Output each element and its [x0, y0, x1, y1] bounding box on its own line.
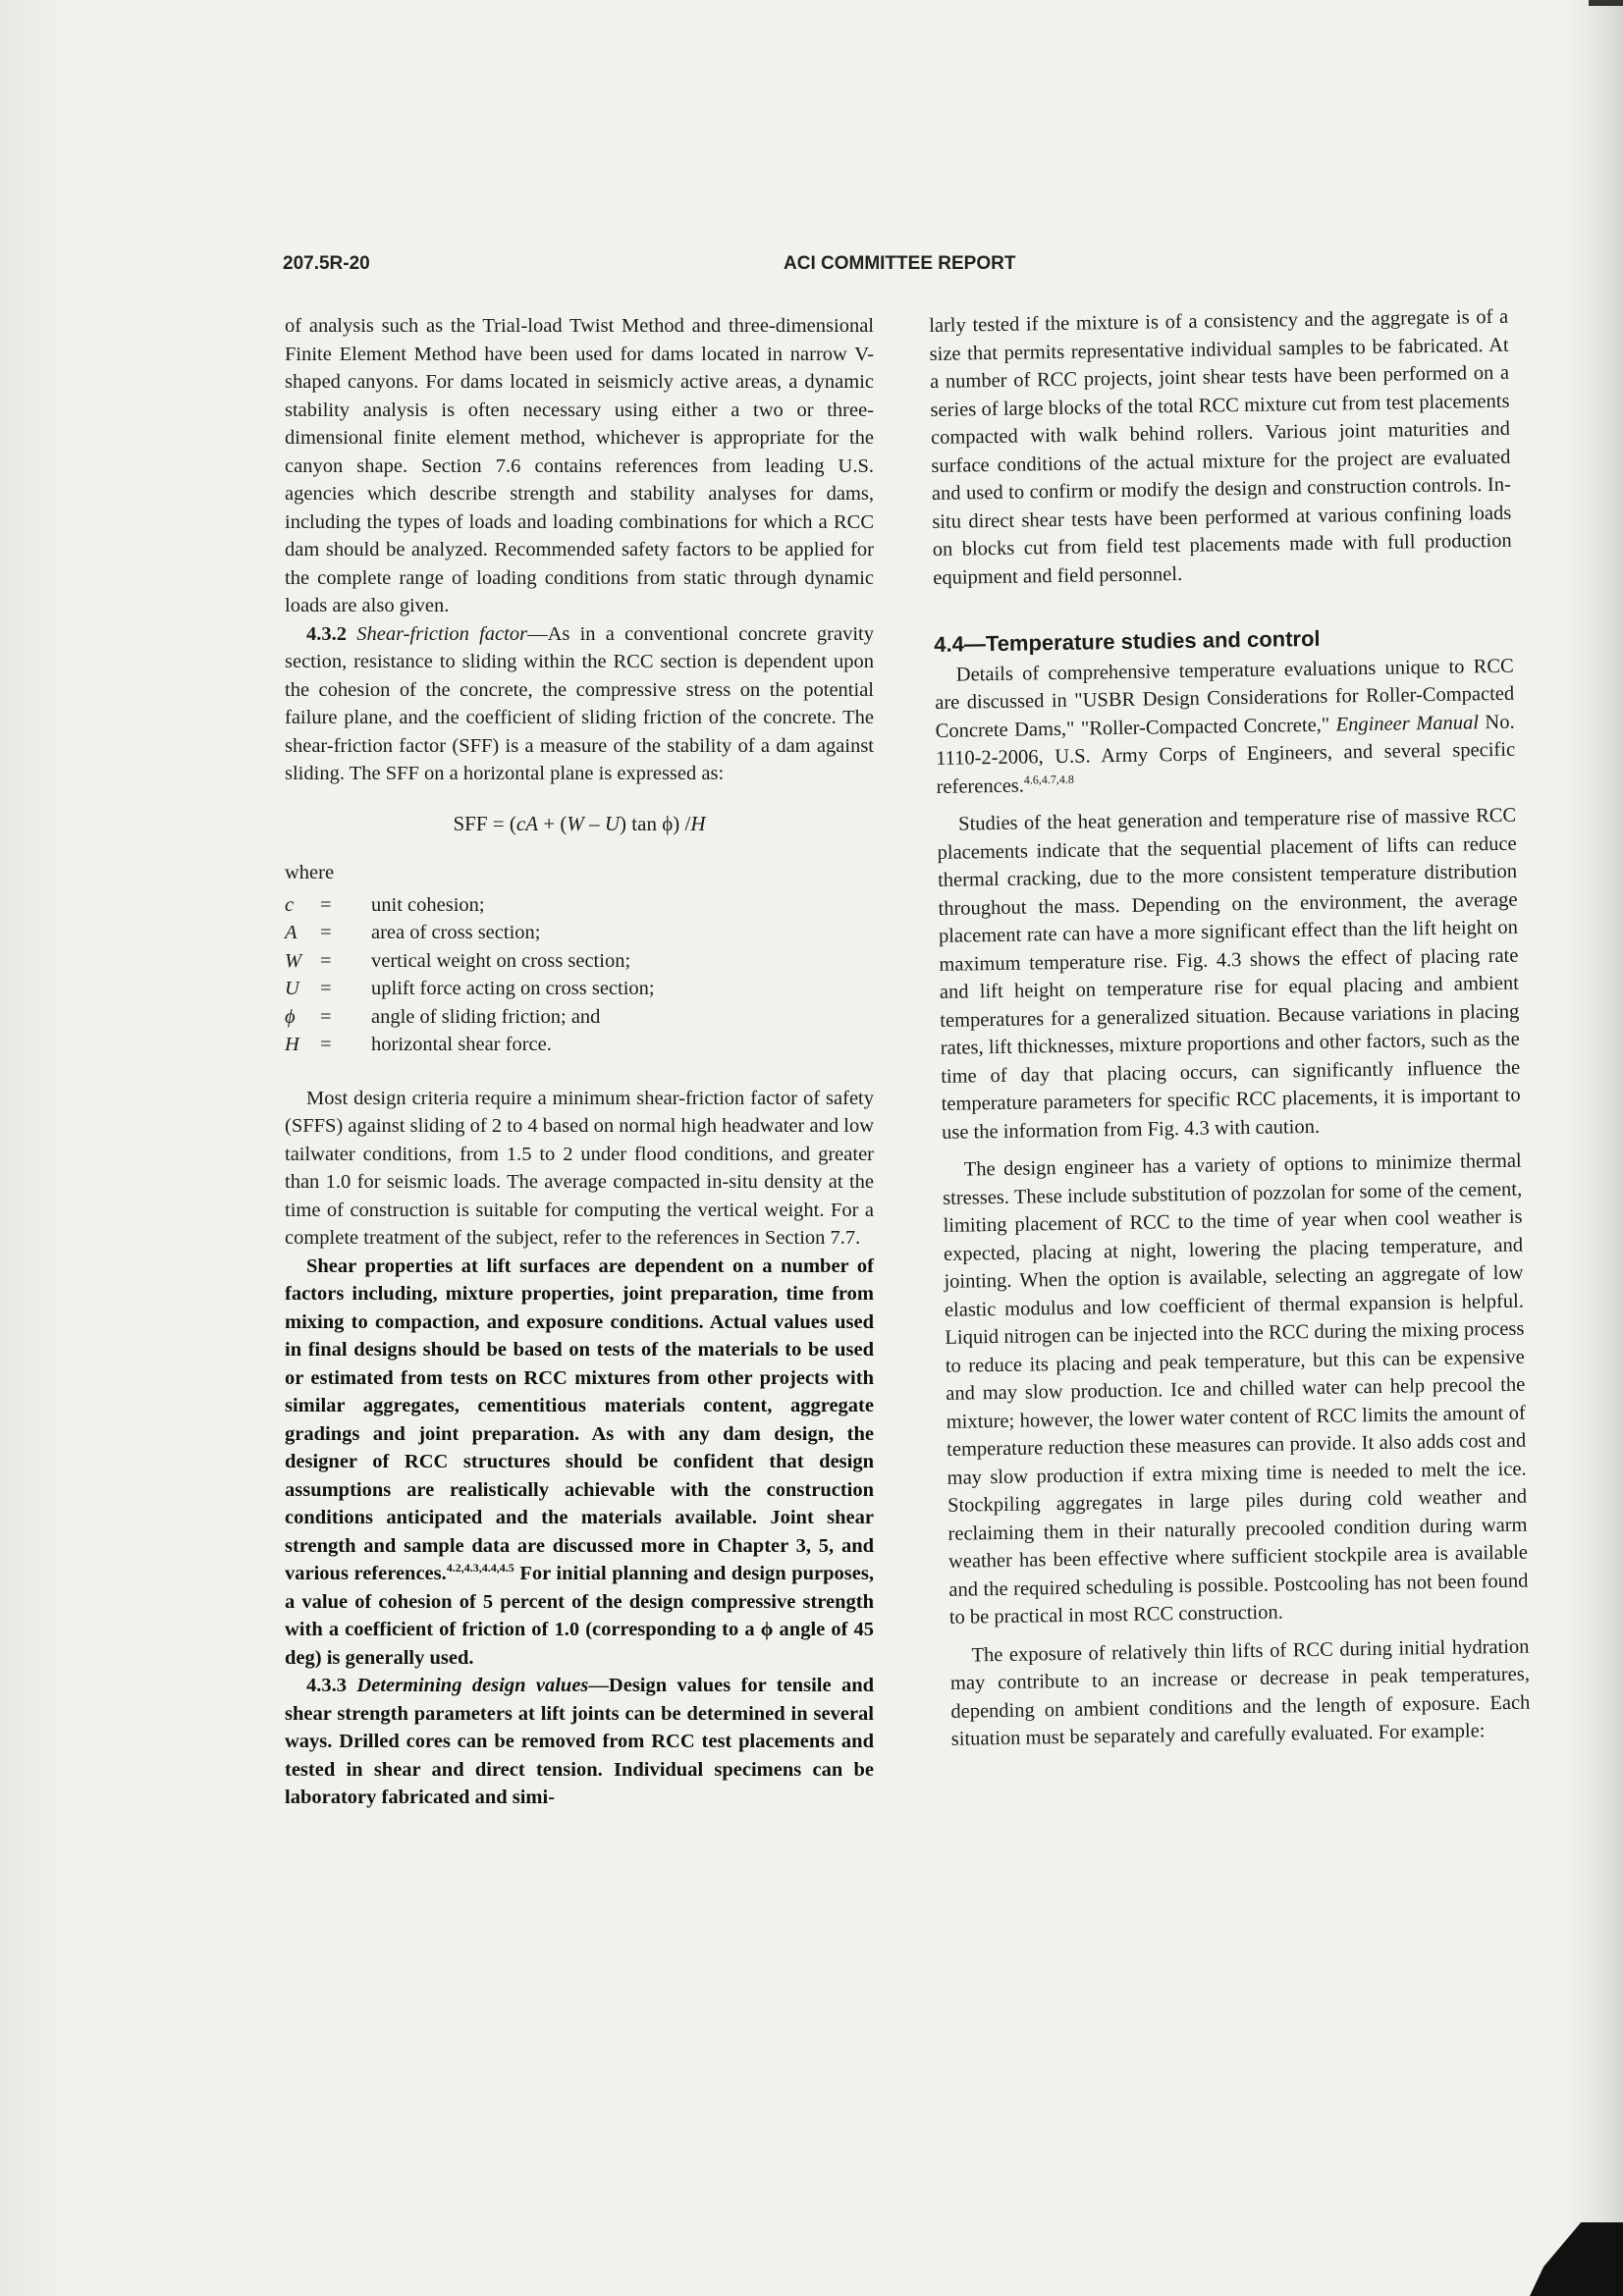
variable-symbol: W [285, 949, 302, 972]
variable-symbol: c [285, 893, 295, 916]
paragraph-design-criteria: Most design criteria require a minimum shear-friction factor of safety (SFFS) against sliding of 2 to 4 based on normal high headwater and low tailwater conditions, from 1.5 to 2 under flood conditions, and greater than 1.0 for seismic loads. The average compacted in-situ density at the time of construction is suitable for computing the vertical weight. For a complete treatment of the subject, refer to the references in Section 7.7. [285, 1087, 874, 1249]
equals-sign: = [320, 978, 332, 999]
temperature-refs-text: Details of comprehensive temperature evaluations unique to RCC are discussed in "USBR Design Considerations for Roller-Compacted Concrete Dams," "Roller-Compacted Concrete," [935, 655, 1515, 742]
sff-formula [285, 810, 874, 838]
section-number: 4.3.2 [306, 622, 347, 645]
equals-sign: = [320, 949, 332, 972]
variable-row [285, 891, 655, 920]
variable-definitions [285, 891, 655, 1059]
variable-description: angle of sliding friction; and [371, 1005, 601, 1028]
variable-description: unit cohesion; [371, 893, 485, 916]
where-label: where [285, 862, 335, 883]
formula-part: ) tan ϕ) / [620, 811, 691, 835]
variable-description: horizontal shear force. [371, 1034, 552, 1055]
paragraph-analysis-methods: of analysis such as the Trial-load Twist Method and three-dimensional Finite Element Method have been used for dams located in narrow V-shaped canyons. For dams located in seismicly active areas, a dynamic stability analysis is often necessary using either a two or three-dimensional finite element method, whichever is appropriate for the canyon shape. Section 7.6 contains references from leading U.S. agencies which describe strength and stability analyses for dams, including the types of loads and loading combinations for which a RCC dam should be analyzed. Recommended safety factors to be applied for the complete range of loading conditions from static through dynamic loads are also given. [285, 315, 874, 616]
paragraph-joint-tests: larly tested if the mixture is of a consistency and the aggregate is of a size that permits representative individual samples to be fabricated. At a number of RCC projects, joint shear tests have been performed on a series of large blocks of the total RCC mixture cut from test placements compacted with walk behind rollers. Various joint maturities and surface conditions of the actual mixture for the project are evaluated and used to confirm or modify the design and construction controls. In-situ direct shear tests have been performed at various confining loads on blocks cut from field test placements made with full production equipment and field personnel. [929, 305, 1512, 589]
report-title: ACI COMMITTEE REPORT [784, 253, 1016, 274]
variable-symbol: U [285, 978, 299, 999]
variable-symbol: ϕ [285, 1005, 296, 1028]
running-header [283, 253, 1476, 283]
section-title: Determining design values [356, 1675, 589, 1696]
variable-row [285, 975, 655, 1003]
equals-sign: = [320, 922, 332, 943]
equals-sign: = [320, 893, 332, 916]
formula-var-ca: cA [515, 811, 539, 835]
scan-corner-shadow [1530, 2222, 1623, 2296]
engineer-manual-title: Engineer Manual [1335, 711, 1480, 736]
paragraph-exposure: The exposure of relatively thin lifts of RCC during initial hydration may contribute to an increase or decrease in peak temperatures, depending on ambient conditions and the length of exposure. Each situation must be separately and carefully evaluated. For example: [949, 1635, 1531, 1750]
formula-part: – [583, 811, 605, 835]
variable-row [285, 919, 655, 947]
section-title: Shear-friction factor [356, 622, 528, 645]
variable-symbol: H [285, 1034, 299, 1055]
bold-text-block [285, 1253, 874, 1812]
equals-sign: = [320, 1034, 332, 1055]
variable-row [285, 1003, 655, 1032]
variable-description: vertical weight on cross section; [371, 949, 631, 972]
shear-properties-text: Shear properties at lift surfaces are dependent on a number of factors including, mixture properties, joint preparation, time from mixing to compaction, and exposure conditions. Actual values used in final designs should be based on tests of the materials to be used or estimated from tests on RCC mixtures from other projects with similar aggregates, cementitious materials content, aggregate gradings and joint preparation. As with any dam design, the designer of RCC structures should be confident that design assumptions are realistically achievable with the construction conditions anticipated and the materials available. Joint shear strength and sample data are discussed more in Chapter 3, 5, and various references. [285, 1255, 874, 1584]
reference-superscript: 4.2,4.3,4.4,4.5 [446, 1561, 514, 1575]
paragraph-shear-properties [285, 1253, 874, 1673]
shear-properties-text-cont: For initial planning and design purposes, a value of cohesion of 5 percent of the design compressive strength with a coefficient of friction of 1.0 (corresponding to a ϕ angle of 45 deg) is generally used. [285, 1563, 874, 1669]
reference-superscript: 4.6,4.7,4.8 [1023, 772, 1074, 787]
page-edge-shadow-left [0, 0, 69, 2296]
left-column [285, 312, 874, 1812]
variable-row [285, 1031, 655, 1059]
section-4-3-2 [285, 620, 874, 788]
paragraph-heat-generation: Studies of the heat generation and temperature rise of massive RCC placements indicate that the sequential placement of lifts can reduce thermal cracking, due to the more consistent temperature distribution throughout the mass. Depending on the environment, the average placement rate can have a more significant effect than the lift height on maximum temperature rise. Fig. 4.3 shows the effect of placing rate and lift height on temperature rise for equal placing and ambient temperatures for a generalized situation. Because variations in placing rates, lift thicknesses, mixture proportions and other factors, such as the time of day that placing occurs, can significantly influence the temperature parameters for specific RCC placements, it is important to use the information from Fig. 4.3 with caution. [937, 804, 1521, 1144]
section-body: —As in a conventional concrete gravity section, resistance to sliding within the RCC section is dependent upon the cohesion of the concrete, the compressive stress on the potential failure plane, and the coefficient of sliding friction of the concrete. The shear-friction factor (SFF) is a measure of the stability of a dam against sliding. The SFF on a horizontal plane is expressed as: [285, 622, 875, 784]
page-edge-shadow-right [1564, 0, 1623, 2296]
variable-description: area of cross section; [371, 922, 541, 943]
variable-symbol: A [285, 922, 298, 943]
variable-row [285, 947, 655, 976]
formula-var-w: W [567, 811, 584, 835]
variable-description: uplift force acting on cross section; [371, 978, 655, 999]
section-heading-4-4: 4.4—Temperature studies and control [934, 625, 1321, 657]
temperature-refs-text-cont: No. 1110-2-2006, U.S. Army Corps of Engineers, and several specific references. [935, 711, 1516, 798]
formula-part: + ( [538, 811, 568, 835]
paragraph-design-options: The design engineer has a variety of options to minimize thermal stresses. These include substitution of pozzolan for some of the cement, limiting placement of RCC to the time of year when cool weather is expected, placing at night, lowering the placing temperature, and jointing. When the option is available, selecting an aggregate of low elastic modulus and low coefficient of thermal expansion is helpful. Liquid nitrogen can be injected into the RCC during the mixing process to reduce its placing and peak temperature, but this can be expensive and may slow production. Ice and chilled water can help precool the mixture; however, the lower water content of RCC limits the amount of temperature reduction these measures can provide. It also adds cost and may slow production if extra mixing time is needed to melt the ice. Stockpiling aggregates in large piles during cold weather and reclaiming them in their naturally precooled condition during warm weather has been effective where sufficient stockpile area is available and the required scheduling is possible. Postcooling has not been found to be practical in most RCC construction. [943, 1149, 1529, 1629]
formula-part: SFF = ( [453, 811, 516, 835]
formula-var-h: H [690, 811, 706, 835]
scan-edge-mark-top [1589, 0, 1623, 6]
section-4-3-3 [285, 1672, 874, 1812]
equals-sign: = [320, 1005, 332, 1028]
formula-var-u: U [604, 811, 621, 835]
section-body: —Design values for tensile and shear strength parameters at lift joints can be determined in several ways. Drilled cores can be removed from RCC test placements and tested in shear and direct tension. Individual specimens can be laboratory fabricated and simi- [285, 1675, 875, 1808]
section-number: 4.3.3 [306, 1675, 347, 1696]
page-number: 207.5R-20 [283, 253, 370, 274]
right-column [929, 303, 1531, 1754]
paragraph-temperature-references [935, 652, 1516, 801]
